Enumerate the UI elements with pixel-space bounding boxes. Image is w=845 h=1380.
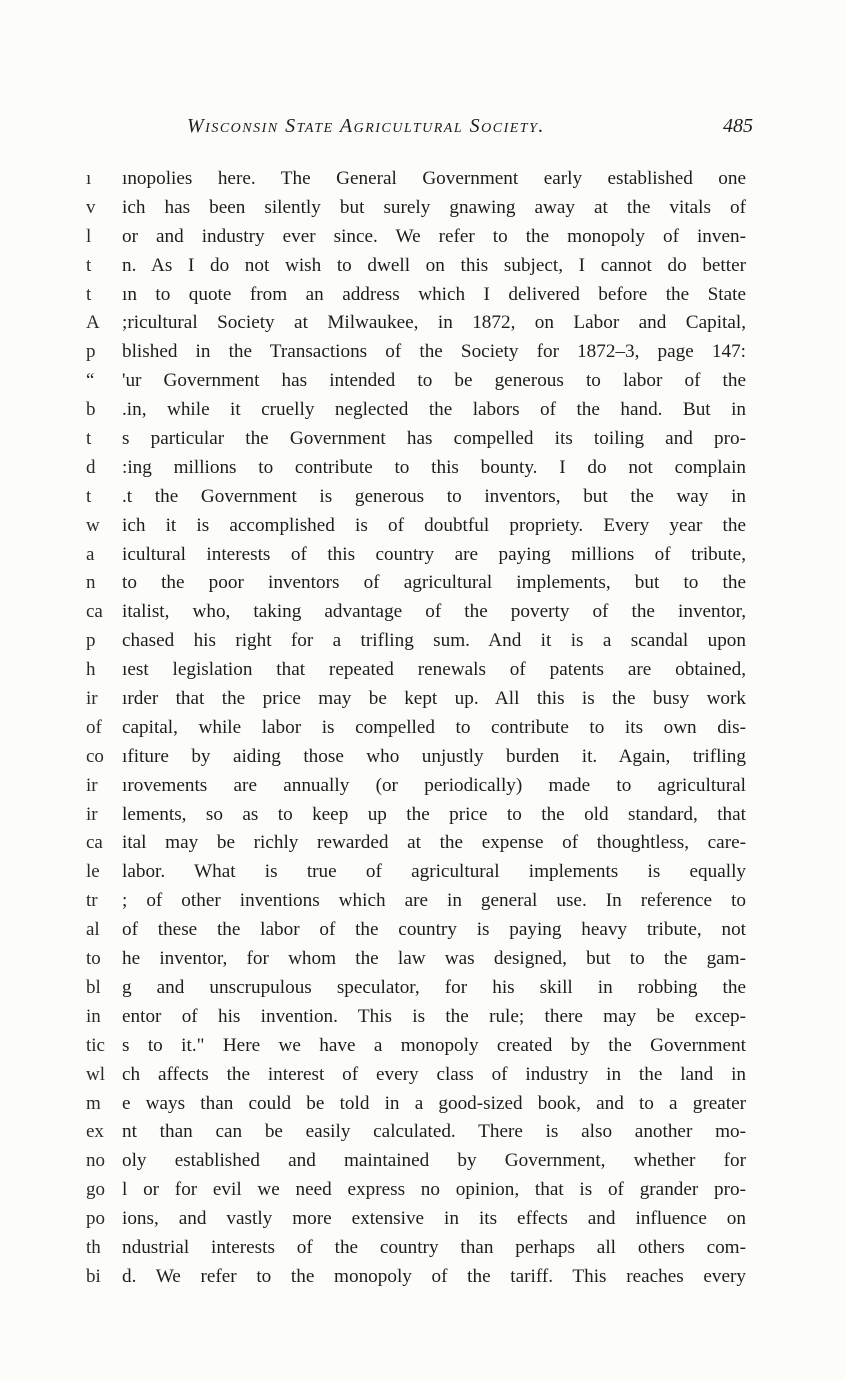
text-line bbox=[86, 483, 746, 512]
text-line bbox=[86, 1234, 746, 1263]
margin-fragment: t bbox=[86, 254, 92, 276]
margin-fragment: ı bbox=[86, 168, 92, 189]
margin-fragment: ex bbox=[86, 1121, 104, 1143]
line-text: ırovements are annually (or periodically) made to agricultural bbox=[122, 774, 746, 796]
line-text: lements, so as to keep up the price to the old standard, that bbox=[122, 803, 746, 825]
margin-fragment: in bbox=[86, 1005, 101, 1027]
margin-fragment: h bbox=[86, 659, 96, 681]
text-line bbox=[86, 1118, 746, 1147]
margin-fragment: t bbox=[86, 283, 92, 305]
margin-fragment: ca bbox=[86, 832, 103, 854]
margin-fragment: to bbox=[86, 948, 101, 970]
line-text: ;ricultural Society at Milwaukee, in 1872, on Labor and Capital, bbox=[122, 312, 746, 334]
line-text: s particular the Government has compelled its toiling and pro- bbox=[122, 428, 746, 450]
text-line bbox=[86, 627, 746, 656]
line-text: ın to quote from an address which I delivered before the State bbox=[122, 283, 746, 305]
line-text: d. We refer to the monopoly of the tariff. This reaches every bbox=[122, 1265, 746, 1287]
text-line bbox=[86, 338, 746, 367]
text-line bbox=[86, 1263, 746, 1292]
margin-fragment: “ bbox=[86, 370, 95, 392]
text-line bbox=[86, 656, 746, 685]
text-line bbox=[86, 829, 746, 858]
text-line bbox=[86, 281, 746, 310]
margin-fragment: tr bbox=[86, 890, 98, 912]
line-text: 'ur Government has intended to be generous to labor of the bbox=[122, 370, 746, 392]
line-text: he inventor, for whom the law was designed, but to the gam- bbox=[122, 948, 746, 970]
text-line bbox=[86, 1032, 746, 1061]
body-text bbox=[86, 165, 746, 1292]
text-line bbox=[86, 165, 746, 194]
text-line bbox=[86, 367, 746, 396]
margin-fragment: ca bbox=[86, 601, 103, 623]
line-text: chased his right for a trifling sum. And it is a scandal upon bbox=[122, 630, 746, 652]
margin-fragment: no bbox=[86, 1150, 105, 1172]
line-text: ıfiture by aiding those who unjustly burden it. Again, trifling bbox=[122, 745, 746, 767]
text-line bbox=[86, 743, 746, 772]
line-text: e ways than could be told in a good-sized book, and to a greater bbox=[122, 1092, 746, 1114]
text-line bbox=[86, 425, 746, 454]
line-text: ndustrial interests of the country than perhaps all others com- bbox=[122, 1236, 746, 1258]
line-text: s to it." Here we have a monopoly created by the Government bbox=[122, 1034, 746, 1056]
text-line bbox=[86, 252, 746, 281]
margin-fragment: bl bbox=[86, 976, 101, 998]
line-text: ch affects the interest of every class of industry in the land in bbox=[122, 1063, 746, 1085]
text-line bbox=[86, 1003, 746, 1032]
line-text: of these the labor of the country is paying heavy tribute, not bbox=[122, 919, 746, 941]
margin-fragment: l bbox=[86, 225, 92, 247]
text-line bbox=[86, 541, 746, 570]
line-text: ırder that the price may be kept up. All this is the busy work bbox=[122, 688, 746, 710]
line-text: .t the Government is generous to inventors, but the way in bbox=[122, 485, 746, 507]
line-text: ; of other inventions which are in general use. In reference to bbox=[122, 890, 746, 912]
page-number: 485 bbox=[723, 115, 753, 137]
line-text: :ing millions to contribute to this bounty. I do not complain bbox=[122, 456, 746, 478]
margin-fragment: b bbox=[86, 399, 96, 421]
line-text: .in, while it cruelly neglected the labors of the hand. But in bbox=[122, 399, 746, 421]
line-text: capital, while labor is compelled to contribute to its own dis- bbox=[122, 716, 746, 738]
text-line bbox=[86, 887, 746, 916]
text-line bbox=[86, 223, 746, 252]
text-line bbox=[86, 512, 746, 541]
line-text: n. As I do not wish to dwell on this subject, I cannot do better bbox=[122, 254, 746, 276]
margin-fragment: n bbox=[86, 572, 96, 594]
margin-fragment: d bbox=[86, 456, 96, 478]
line-text: nt than can be easily calculated. There is also another mo- bbox=[122, 1121, 746, 1143]
line-text: ich it is accomplished is of doubtful propriety. Every year the bbox=[122, 514, 746, 536]
margin-fragment: A bbox=[86, 312, 100, 334]
text-line bbox=[86, 974, 746, 1003]
text-line bbox=[86, 1090, 746, 1119]
text-line bbox=[86, 858, 746, 887]
margin-fragment: wl bbox=[86, 1063, 105, 1085]
line-text: l or for evil we need express no opinion, that is of grander pro- bbox=[122, 1179, 746, 1201]
margin-fragment: t bbox=[86, 485, 92, 507]
line-text: icultural interests of this country are paying millions of tribute, bbox=[122, 543, 746, 565]
text-line bbox=[86, 396, 746, 425]
margin-fragment: t bbox=[86, 428, 92, 450]
running-title: Wisconsin State Agricultural Society. bbox=[187, 115, 545, 137]
line-text: oly established and maintained by Government, whether for bbox=[122, 1150, 746, 1172]
margin-fragment: al bbox=[86, 919, 100, 941]
line-text: to the poor inventors of agricultural implements, but to the bbox=[122, 572, 746, 594]
text-line bbox=[86, 801, 746, 830]
text-line bbox=[86, 945, 746, 974]
margin-fragment: tic bbox=[86, 1034, 105, 1056]
margin-fragment: ir bbox=[86, 688, 98, 710]
line-text: entor of his invention. This is the rule; there may be excep- bbox=[122, 1005, 746, 1027]
line-text: g and unscrupulous speculator, for his skill in robbing the bbox=[122, 976, 746, 998]
text-line bbox=[86, 916, 746, 945]
line-text: ınopolies here. The General Government early established one bbox=[122, 168, 746, 189]
margin-fragment: co bbox=[86, 745, 104, 767]
text-line bbox=[86, 194, 746, 223]
text-line bbox=[86, 309, 746, 338]
text-line bbox=[86, 772, 746, 801]
line-text: ich has been silently but surely gnawing away at the vitals of bbox=[122, 196, 746, 218]
margin-fragment: po bbox=[86, 1208, 105, 1230]
margin-fragment: bi bbox=[86, 1265, 101, 1287]
margin-fragment: p bbox=[86, 341, 96, 363]
margin-fragment: a bbox=[86, 543, 95, 565]
margin-fragment: w bbox=[86, 514, 100, 536]
margin-fragment: p bbox=[86, 630, 96, 652]
margin-fragment: m bbox=[86, 1092, 101, 1114]
line-text: ital may be richly rewarded at the expense of thoughtless, care- bbox=[122, 832, 746, 854]
text-line bbox=[86, 454, 746, 483]
margin-fragment: ir bbox=[86, 774, 98, 796]
margin-fragment: go bbox=[86, 1179, 105, 1201]
text-line bbox=[86, 685, 746, 714]
text-line bbox=[86, 1147, 746, 1176]
line-text: blished in the Transactions of the Society for 1872–3, page 147: bbox=[122, 341, 746, 363]
line-text: italist, who, taking advantage of the poverty of the inventor, bbox=[122, 601, 746, 623]
line-text: ions, and vastly more extensive in its effects and influence on bbox=[122, 1208, 746, 1230]
margin-fragment: th bbox=[86, 1236, 101, 1258]
margin-fragment: le bbox=[86, 861, 100, 883]
text-line bbox=[86, 714, 746, 743]
text-line bbox=[86, 1205, 746, 1234]
text-line bbox=[86, 1176, 746, 1205]
text-line bbox=[86, 569, 746, 598]
page-header bbox=[175, 115, 755, 145]
line-text: labor. What is true of agricultural implements is equally bbox=[122, 861, 746, 883]
margin-fragment: v bbox=[86, 196, 96, 218]
margin-fragment: of bbox=[86, 716, 102, 738]
margin-fragment: ir bbox=[86, 803, 98, 825]
line-text: ıest legislation that repeated renewals of patents are obtained, bbox=[122, 659, 746, 681]
text-line bbox=[86, 598, 746, 627]
line-text: or and industry ever since. We refer to the monopoly of inven- bbox=[122, 225, 746, 247]
text-line bbox=[86, 1061, 746, 1090]
